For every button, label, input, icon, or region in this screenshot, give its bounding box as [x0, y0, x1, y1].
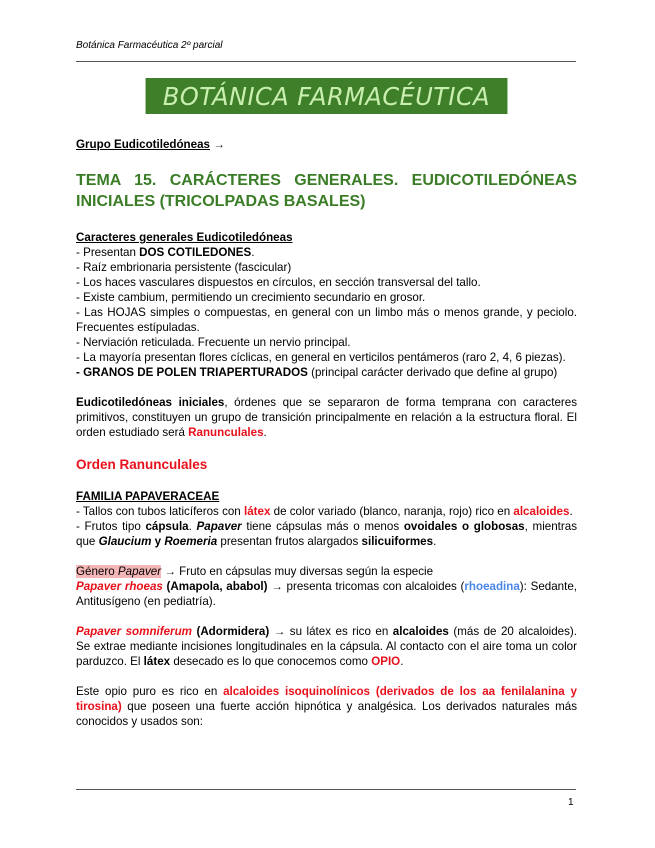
text-run: tiene cápsulas más o menos	[241, 520, 404, 533]
text-run: presentan frutos alargados	[217, 535, 362, 548]
text-run: ): Sedante, Antitusígeno (en pediatría).	[76, 580, 577, 608]
text-run: (principal carácter derivado que define al grupo)	[307, 366, 558, 379]
header-title: Botánica Farmacéutica 2º parcial	[76, 40, 223, 51]
text-run: - Presentan	[76, 246, 140, 259]
text-run: Papaver rhoeas	[76, 580, 163, 593]
genero-highlight	[76, 565, 161, 578]
text-run: - Frutos tipo	[76, 520, 146, 533]
text-run: .	[569, 505, 573, 518]
text-run: .	[263, 426, 267, 439]
caracteres-line: - Raíz embrionaria persistente (fascicular)	[76, 261, 292, 274]
text-run: DOS COTILEDONES	[139, 246, 252, 259]
text-run: silicuiformes	[361, 535, 434, 548]
caracteres-line: - Los haces vasculares dispuestos en círculos, en sección transversal del tallo.	[76, 276, 481, 289]
group-line	[76, 137, 577, 152]
genero-line	[76, 564, 577, 579]
text-run: alcaloides	[392, 625, 449, 638]
iniciales-paragraph	[76, 395, 577, 440]
text-run: (más de 20 alcaloides). Se extrae mediante incisiones longitudinales en la cápsula. Al contacto con el aire toma un color parduzco. El	[76, 625, 578, 668]
title-banner: BOTÁNICA FARMACÉUTICA	[146, 78, 508, 114]
text-run: → su látex es rico en	[269, 625, 393, 638]
text-run: OPIO	[371, 655, 401, 668]
page-content	[76, 137, 577, 729]
somniferum-paragraph	[76, 624, 577, 669]
text-run: y	[151, 535, 165, 548]
caracteres-line: - La mayoría presentan flores cíclicas, en general en verticilos pentámeros (raro 2, 4, 6 piezas).	[76, 351, 566, 364]
text-run: Eudicotiledóneas iniciales	[76, 396, 225, 409]
text-run: .	[433, 535, 437, 548]
text-run: Glaucium	[98, 535, 152, 548]
text-run: - Tallos con tubos laticíferos con	[76, 505, 244, 518]
text-run: que poseen una fuerte acción hipnótica y analgésica. Los derivados naturales más conocidos y usados son:	[76, 700, 577, 728]
caracteres-section	[76, 230, 577, 380]
group-arrow: →	[210, 138, 225, 151]
text-run: - GRANOS DE POLEN TRIAPERTURADOS	[76, 366, 308, 379]
caracteres-line	[76, 365, 577, 380]
text-run: Género	[76, 565, 118, 578]
text-run: (Adormidera)	[191, 625, 270, 638]
text-run: Papaver	[117, 565, 162, 578]
caracteres-heading: Caracteres generales Eudicotiledóneas	[76, 231, 293, 244]
page-number: 1	[568, 797, 574, 808]
text-run: Ranunculales	[188, 426, 264, 439]
header-divider	[76, 61, 576, 62]
opio-paragraph	[76, 684, 577, 729]
caracteres-line	[76, 245, 577, 260]
text-run: Roemeria	[164, 535, 218, 548]
caracteres-line: - Nerviación reticulada. Frecuente un nervio principal.	[76, 336, 351, 349]
text-run: (Amapola, ababol)	[162, 580, 268, 593]
text-run: Papaver	[196, 520, 242, 533]
text-run: cápsula	[145, 520, 189, 533]
text-run: Papaver somniferum	[76, 625, 192, 638]
text-run: .	[251, 246, 255, 259]
text-run: desecado es lo que conocemos como	[170, 655, 372, 668]
text-run: rhoeadina	[464, 580, 520, 593]
text-run: látex	[243, 505, 271, 518]
text-run: de color variado (blanco, naranja, rojo) rico en	[270, 505, 514, 518]
text-run: .	[188, 520, 197, 533]
group-label: Grupo Eudicotiledóneas	[76, 138, 210, 151]
text-run: , órdenes que se separaron de forma temprana con caracteres primitivos, constituyen un grupo de transición principalmente en relación a la estructura floral. El orden estudiado será	[76, 396, 578, 439]
tema-title: TEMA 15. CARÁCTERES GENERALES. EUDICOTILEDÓNEAS INICIALES (TRICOLPADAS BASALES)	[76, 172, 577, 210]
text-run: Este opio puro es rico en	[76, 685, 224, 698]
text-run: ovoidales o globosas	[403, 520, 525, 533]
caracteres-line: - Existe cambium, permitiendo un crecimiento secundario en grosor.	[76, 291, 426, 304]
footer-divider	[76, 789, 576, 790]
orden-title: Orden Ranunculales	[76, 457, 208, 472]
text-run: → presenta tricomas con alcaloides (	[267, 580, 465, 593]
text-run: , mientras que	[76, 520, 577, 548]
genero-section	[76, 564, 577, 609]
caracteres-line: - Las HOJAS simples o compuestas, en general con un limbo más o menos grande, y peciolo. Frecuentes estípuladas.	[76, 306, 577, 334]
familia-section	[76, 489, 577, 549]
familia-line	[76, 519, 577, 549]
text-run: alcaloides	[513, 505, 570, 518]
text-run: alcaloides isoquinolínicos (derivados de los aa fenilalanina y tirosina)	[76, 685, 577, 713]
familia-line	[76, 504, 577, 519]
text-run: .	[400, 655, 404, 668]
rhoeas-line	[76, 579, 577, 609]
text-run: látex	[143, 655, 171, 668]
familia-heading: FAMILIA PAPAVERACEAE	[76, 490, 220, 503]
text-run: → Fruto en cápsulas muy diversas según la especie	[161, 565, 434, 578]
